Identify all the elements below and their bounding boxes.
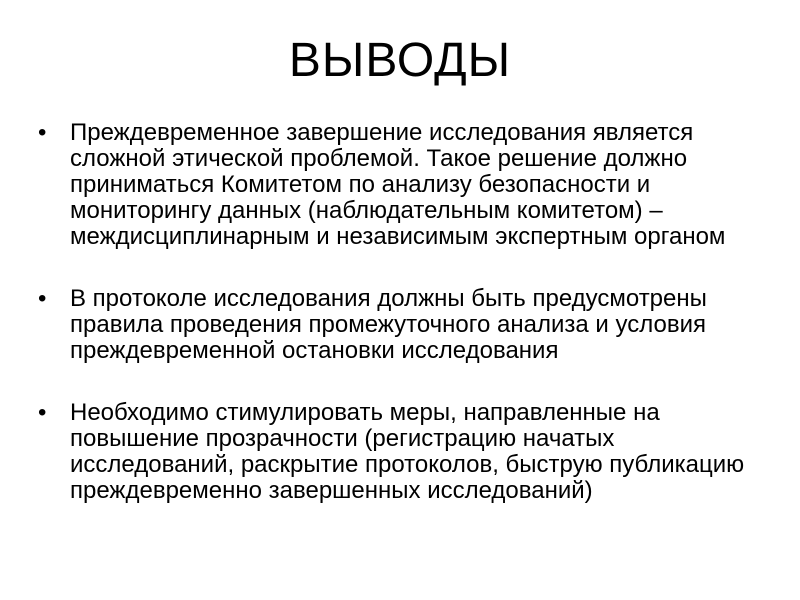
bullet-item	[38, 286, 768, 364]
bullet-item	[38, 120, 768, 250]
bullet-text: Необходимо стимулировать меры, направленные на повышение прозрачности (регистрацию начатых исследований, раскрытие протоколов, быструю публикацию преждевременно завершенных исследований)	[70, 399, 745, 504]
bullet-text: Преждевременное завершение исследования является сложной этической проблемой. Такое решение должно приниматься Комитетом по анализу безопасности и мониторингу данных (наблюдательным комитетом) – междисциплинарным и независимым экспертным органом	[70, 119, 726, 250]
bullet-list	[38, 120, 768, 504]
slide-title: ВЫВОДЫ	[288, 34, 512, 87]
bullet-icon: •	[38, 399, 47, 426]
bullet-text: В протоколе исследования должны быть предусмотрены правила проведения промежуточного анализа и условия преждевременной остановки исследования	[70, 285, 707, 364]
bullet-icon: •	[38, 119, 47, 146]
bullet-item	[38, 400, 768, 504]
bullet-icon: •	[38, 285, 47, 312]
